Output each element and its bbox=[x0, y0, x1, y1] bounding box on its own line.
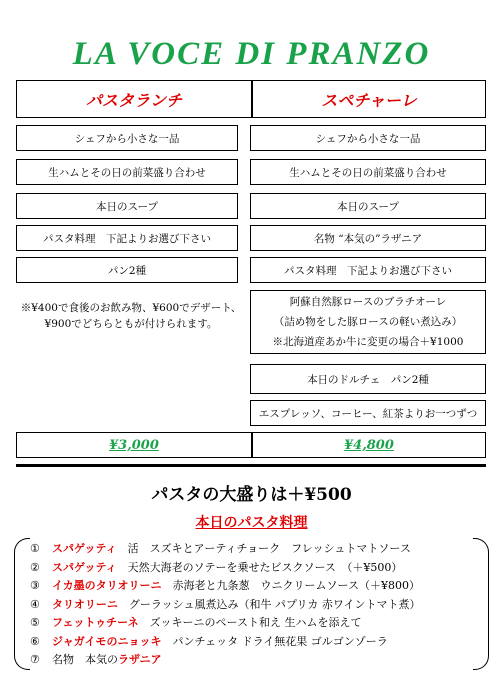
speciale-header: スペチャーレ bbox=[252, 80, 486, 118]
pasta-name: ジャガイモのニョッキ bbox=[52, 634, 162, 648]
right-course-5: パスタ料理 下記よりお選び下さい bbox=[250, 257, 486, 283]
pasta-name: ラザニア bbox=[118, 653, 162, 666]
today-pasta-title: 本日のパスタ料理 bbox=[195, 515, 308, 531]
right-main-course bbox=[250, 290, 486, 354]
pasta-prefix: 名物 本気の bbox=[52, 653, 118, 666]
left-addon-note bbox=[20, 300, 242, 332]
left-course-5: パン2種 bbox=[16, 257, 238, 283]
item-number: ① bbox=[30, 542, 40, 555]
main-course-line-2: （詰め物をした豚ロースの軽い煮込み） bbox=[273, 316, 463, 328]
right-course-1: シェフから小さな一品 bbox=[250, 125, 486, 151]
addon-note-line-2: ¥900でどちらともが付けられます。 bbox=[44, 318, 218, 330]
left-course-2: 生ハムとその日の前菜盛り合わせ bbox=[16, 159, 238, 185]
main-course-line-3: ※北海道産あか牛に変更の場合＋¥1000 bbox=[272, 336, 464, 348]
item-number: ⑦ bbox=[30, 653, 40, 666]
pasta-lunch-header: パスタランチ bbox=[16, 80, 252, 118]
pasta-desc: パンチェッタ ドライ無花果 ゴルゴンゾーラ bbox=[161, 634, 388, 648]
pasta-desc: 赤海老と九条葱 ウニクリームソース（＋¥800） bbox=[161, 579, 421, 592]
pasta-desc: 天然大海老のソテーを乗せたビスクソース （＋¥500） bbox=[116, 560, 403, 574]
pasta-item bbox=[30, 614, 480, 633]
pasta-item bbox=[30, 577, 480, 596]
pasta-desc: 活 スズキとアーティチョーク フレッシュトマトソース bbox=[116, 542, 411, 555]
item-number: ⑤ bbox=[30, 616, 40, 629]
pasta-desc: グーラッシュ風煮込み（和牛 パプリカ 赤ワイントマト煮） bbox=[117, 597, 421, 611]
item-number: ③ bbox=[30, 579, 40, 592]
item-number: ④ bbox=[30, 597, 40, 611]
large-portion-note: パスタの大盛りは＋¥500 bbox=[151, 485, 352, 505]
pasta-item bbox=[30, 633, 480, 652]
left-bracket bbox=[14, 538, 30, 670]
item-number: ⑥ bbox=[30, 634, 40, 648]
pasta-item bbox=[30, 651, 480, 670]
pasta-name: タリオリーニ bbox=[52, 597, 118, 611]
pasta-item bbox=[30, 596, 480, 615]
pasta-item bbox=[30, 559, 480, 578]
right-course-3: 本日のスープ bbox=[250, 193, 486, 219]
right-course-2: 生ハムとその日の前菜盛り合わせ bbox=[250, 159, 486, 185]
pasta-name: スパゲッティ bbox=[52, 560, 117, 574]
pasta-name: スパゲッティ bbox=[52, 542, 117, 555]
left-course-1: シェフから小さな一品 bbox=[16, 125, 238, 151]
restaurant-title: LA VOCE DI PRANZO bbox=[72, 36, 431, 72]
pasta-name: イカ墨のタリオリーニ bbox=[52, 579, 162, 592]
pasta-list bbox=[30, 540, 480, 670]
left-course-3: 本日のスープ bbox=[16, 193, 238, 219]
item-number: ② bbox=[30, 560, 40, 574]
main-course-line-1: 阿蘇自然豚ロースのブラチオーレ bbox=[289, 296, 447, 308]
addon-note-line-1: ※¥400で食後のお飲み物、¥600でデザート、 bbox=[20, 302, 242, 314]
right-course-4: 名物 “本気の”ラザニア bbox=[250, 225, 486, 251]
right-drink: エスプレッソ、コーヒー、紅茶よりお一つずつ bbox=[250, 400, 486, 426]
right-price: ¥4,800 bbox=[252, 432, 486, 458]
pasta-item bbox=[30, 540, 480, 559]
left-course-4: パスタ料理 下記よりお選び下さい bbox=[16, 225, 238, 251]
pasta-desc: ズッキーニのペースト和え 生ハムを添えて bbox=[138, 616, 362, 629]
section-divider bbox=[16, 464, 486, 467]
pasta-name: フェットゥチーネ bbox=[52, 616, 139, 629]
right-dessert: 本日のドルチェ パン2種 bbox=[250, 364, 486, 394]
left-price: ¥3,000 bbox=[16, 432, 252, 458]
